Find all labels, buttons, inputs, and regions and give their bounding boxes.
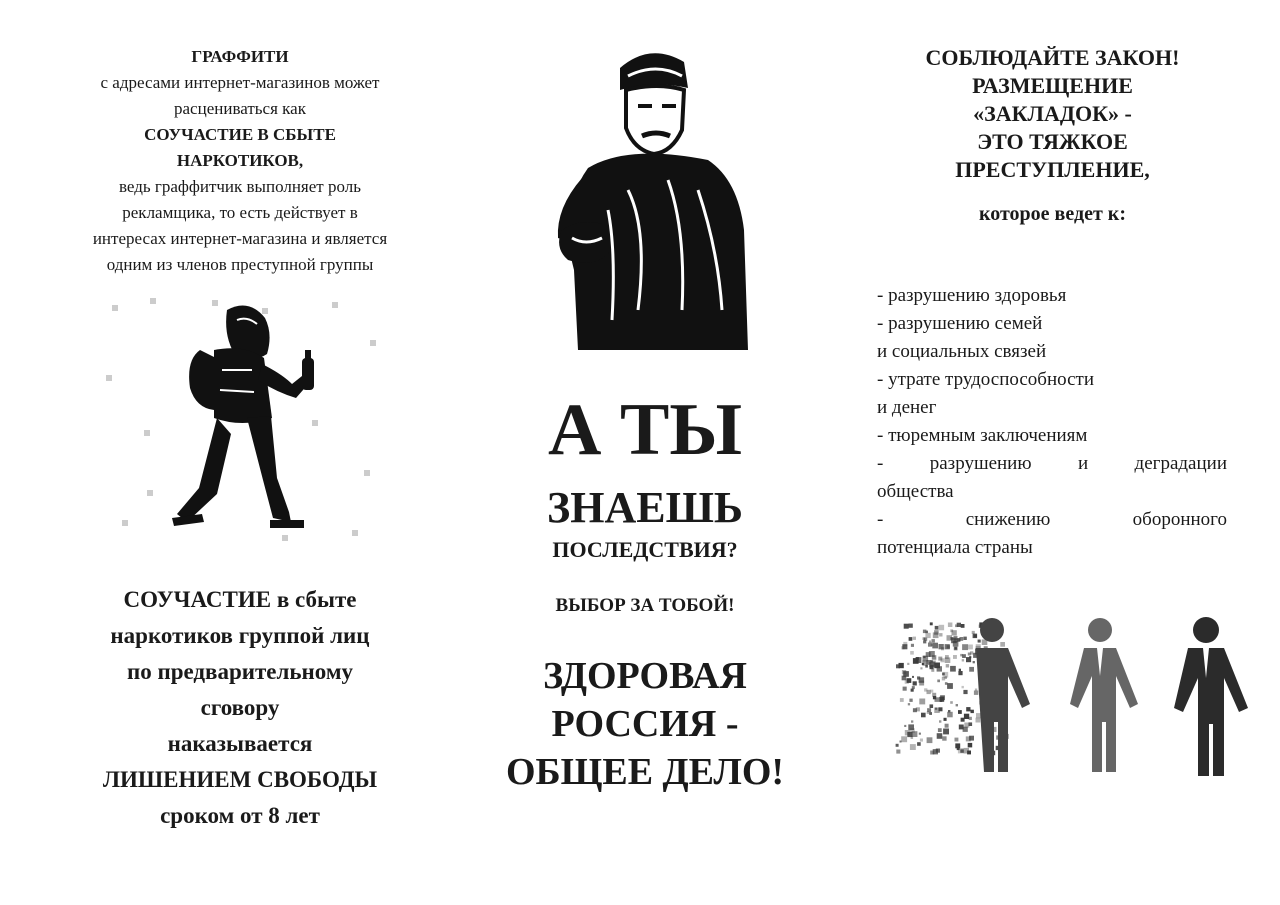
consequence-line: - тюремным заключениям [877,425,1088,446]
headline-mid: ЗНАЕШЬ [547,483,743,532]
leads-to-text: которое ведет к: [979,203,1126,225]
heading-line: СОБЛЮДАЙТЕ ЗАКОН! [925,45,1180,70]
consequence-line: и денег [877,397,937,418]
penalty-line: по предварительному [126,659,354,684]
intro-line: СОУЧАСТИЕ В СБЫТЕ [144,125,336,144]
intro-line: одним из членов преступной группы [106,255,374,274]
consequence-line: общества [877,481,954,502]
intro-line: интересах интернет-магазина и является [92,229,388,248]
law-warning-heading [860,44,1245,184]
heading-line: ЭТО ТЯЖКОЕ [977,129,1128,154]
headline-big: А ТЫ [548,389,742,471]
consequence-line: - разрушению здоровья [877,285,1067,306]
slogan-line: ЗДОРОВАЯ [543,655,747,697]
penalty-line: сроком от 8 лет [160,803,320,828]
intro-line: расцениваться как [174,99,306,118]
intro-line: с адресами интернет-магазинов может [100,73,380,92]
center-column [470,0,820,905]
intro-line: ГРАФФИТИ [191,47,289,66]
intro-line: рекламщика, то есть действует в [122,203,358,222]
penalty-line: наркотиков группой лиц [110,623,370,648]
penalty-line: СОУЧАСТИЕ в сбыте [123,587,357,612]
intro-line: ведь граффитчик выполняет роль [119,177,361,196]
graffiti-artist-illustration [102,280,382,550]
consequence-line: потенциала страны [877,537,1033,558]
consequences-list [877,282,1227,562]
heading-line: РАЗМЕЩЕНИЕ [972,73,1133,98]
consequence-line: - разрушению семей [877,313,1043,334]
intro-line: НАРКОТИКОВ, [176,151,304,170]
headline-sub: ПОСЛЕДСТВИЯ? [552,537,738,562]
heading-line: ПРЕСТУПЛЕНИЕ, [955,157,1150,182]
penalty-line: наказывается [167,731,313,756]
consequence-line: - утрате трудоспособности [877,369,1094,390]
slogan-line: РОССИЯ - [551,703,739,745]
consequence-line: - снижению оборонного [877,509,1227,530]
choice-text: ВЫБОР ЗА ТОБОЙ! [555,595,735,616]
right-column [860,0,1245,905]
disintegrating-people-illustration [888,612,1248,777]
left-column [40,0,440,905]
heading-line: «ЗАКЛАДОК» - [973,101,1132,126]
graffiti-warning-text [40,44,440,278]
slogan-line: ОБЩЕЕ ДЕЛО! [505,751,785,793]
penalty-line: ЛИШЕНИЕМ СВОБОДЫ [102,767,378,792]
consequence-line: и социальных связей [877,341,1047,362]
pointing-soldier-illustration [548,40,748,352]
penalty-text [40,582,440,834]
slogan [470,652,820,796]
penalty-line: сговору [200,695,280,720]
consequence-line: - разрушению и деградации [877,453,1227,474]
